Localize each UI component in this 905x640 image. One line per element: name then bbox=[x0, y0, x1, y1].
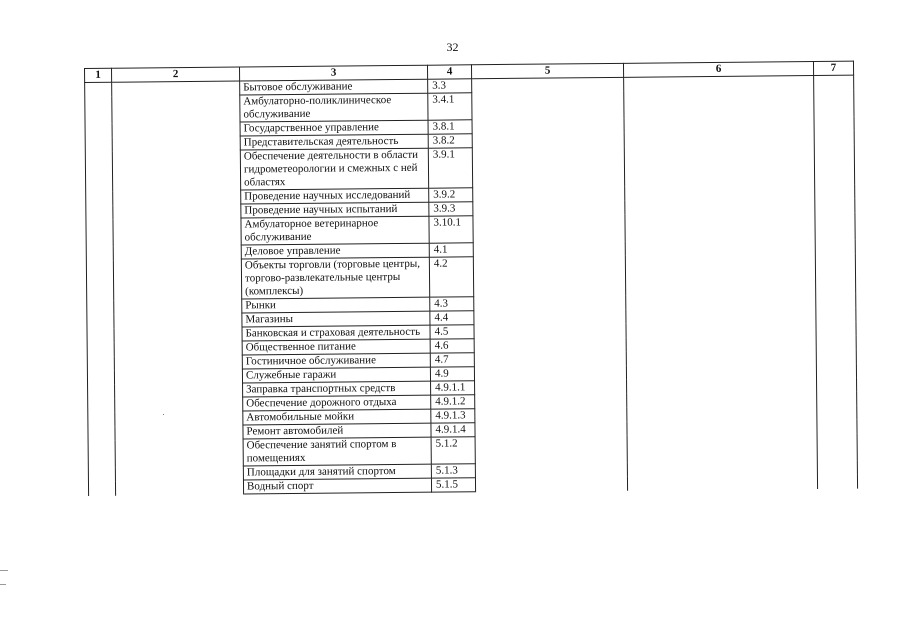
land-use-code-cell: 3.3 bbox=[428, 79, 472, 93]
land-use-code-cell: 4.9.1.2 bbox=[431, 395, 475, 409]
scan-artifact-line bbox=[0, 584, 6, 585]
land-use-name-cell: Общественное питание bbox=[242, 339, 430, 355]
land-use-code-cell: 4.9 bbox=[430, 367, 474, 381]
land-use-name-cell: Гостиничное обслуживание bbox=[242, 353, 430, 369]
land-use-name-cell: Бытовое обслуживание bbox=[240, 79, 428, 95]
land-use-code-cell: 3.9.2 bbox=[429, 188, 473, 202]
scan-artifact-dot bbox=[163, 414, 164, 415]
land-use-code-cell: 5.1.2 bbox=[431, 437, 475, 464]
land-use-name-cell: Амбулаторно-поликлиническое обслуживание bbox=[240, 93, 428, 122]
land-use-code-cell: 4.7 bbox=[430, 353, 474, 367]
land-use-name-cell: Площадки для занятий спортом bbox=[243, 464, 431, 480]
empty-column-1-cell bbox=[85, 82, 116, 495]
land-use-name-cell: Служебные гаражи bbox=[242, 367, 430, 383]
land-use-code-cell: 3.8.1 bbox=[428, 120, 472, 134]
land-use-code-cell: 4.4 bbox=[430, 311, 474, 325]
land-use-name-cell: Автомобильные мойки bbox=[243, 409, 431, 425]
land-use-code-cell: 3.4.1 bbox=[428, 93, 472, 120]
land-use-name-cell: Обеспечение занятий спортом в помещениях bbox=[243, 437, 431, 466]
land-use-code-cell: 3.8.2 bbox=[428, 134, 472, 148]
land-use-name-cell: Ремонт автомобилей bbox=[243, 423, 431, 439]
land-use-code-cell: 4.2 bbox=[429, 257, 473, 297]
column-header-4: 4 bbox=[427, 65, 471, 79]
land-use-code-cell: 4.5 bbox=[430, 325, 474, 339]
land-use-name-cell: Заправка транспортных средств bbox=[243, 381, 431, 397]
land-use-code-cell: 4.9.1.1 bbox=[431, 381, 475, 395]
land-use-name-cell: Государственное управление bbox=[240, 120, 428, 136]
land-use-name-cell: Объекты торговли (торговые центры, торгово-развлекательные центры (комплексы) bbox=[241, 257, 429, 299]
page-number: 32 bbox=[446, 40, 459, 54]
land-use-code-cell: 4.6 bbox=[430, 339, 474, 353]
table-body bbox=[85, 75, 858, 495]
empty-column-5-cell bbox=[472, 77, 628, 491]
land-use-name-cell: Проведение научных испытаний bbox=[241, 202, 429, 218]
land-use-code-cell: 3.9.1 bbox=[428, 148, 472, 188]
land-use-code-cell: 3.10.1 bbox=[429, 216, 473, 243]
column-header-3: 3 bbox=[239, 65, 427, 81]
column-header-7: 7 bbox=[813, 61, 853, 75]
land-use-name-cell: Банковская и страховая деятельность bbox=[242, 325, 430, 341]
land-use-code-cell: 3.9.3 bbox=[429, 202, 473, 216]
scan-artifact-line bbox=[0, 570, 8, 571]
land-use-code-cell: 5.1.5 bbox=[431, 478, 475, 492]
land-use-code-cell: 4.9.1.3 bbox=[431, 409, 475, 423]
column-header-6: 6 bbox=[623, 61, 813, 77]
land-use-name-cell: Амбулаторное ветеринарное обслуживание bbox=[241, 216, 429, 245]
land-use-name-cell: Водный спорт bbox=[243, 478, 431, 494]
land-use-name-cell: Рынки bbox=[242, 297, 430, 313]
land-use-name-cell: Обеспечение дорожного отдыха bbox=[243, 395, 431, 411]
land-use-name-cell: Проведение научных исследований bbox=[241, 188, 429, 204]
land-use-code-cell: 4.1 bbox=[429, 243, 473, 257]
land-use-name-cell: Магазины bbox=[242, 311, 430, 327]
column-header-5: 5 bbox=[471, 63, 623, 78]
land-use-code-cell: 4.9.1.4 bbox=[431, 423, 475, 437]
empty-column-2-cell bbox=[112, 81, 244, 495]
column-header-1: 1 bbox=[85, 68, 112, 82]
land-use-code-cell: 5.1.3 bbox=[431, 464, 475, 478]
land-use-code-cell: 4.3 bbox=[430, 297, 474, 311]
column-header-2: 2 bbox=[112, 67, 240, 82]
empty-column-6-cell bbox=[624, 75, 818, 490]
empty-column-7-cell bbox=[814, 75, 858, 488]
land-use-name-cell: Деловое управление bbox=[241, 243, 429, 259]
land-use-name-cell: Обеспечение деятельности в области гидрометеорологии и смежных с ней областях bbox=[240, 148, 428, 190]
land-use-name-cell: Представительская деятельность bbox=[240, 134, 428, 150]
land-use-table bbox=[84, 61, 858, 496]
